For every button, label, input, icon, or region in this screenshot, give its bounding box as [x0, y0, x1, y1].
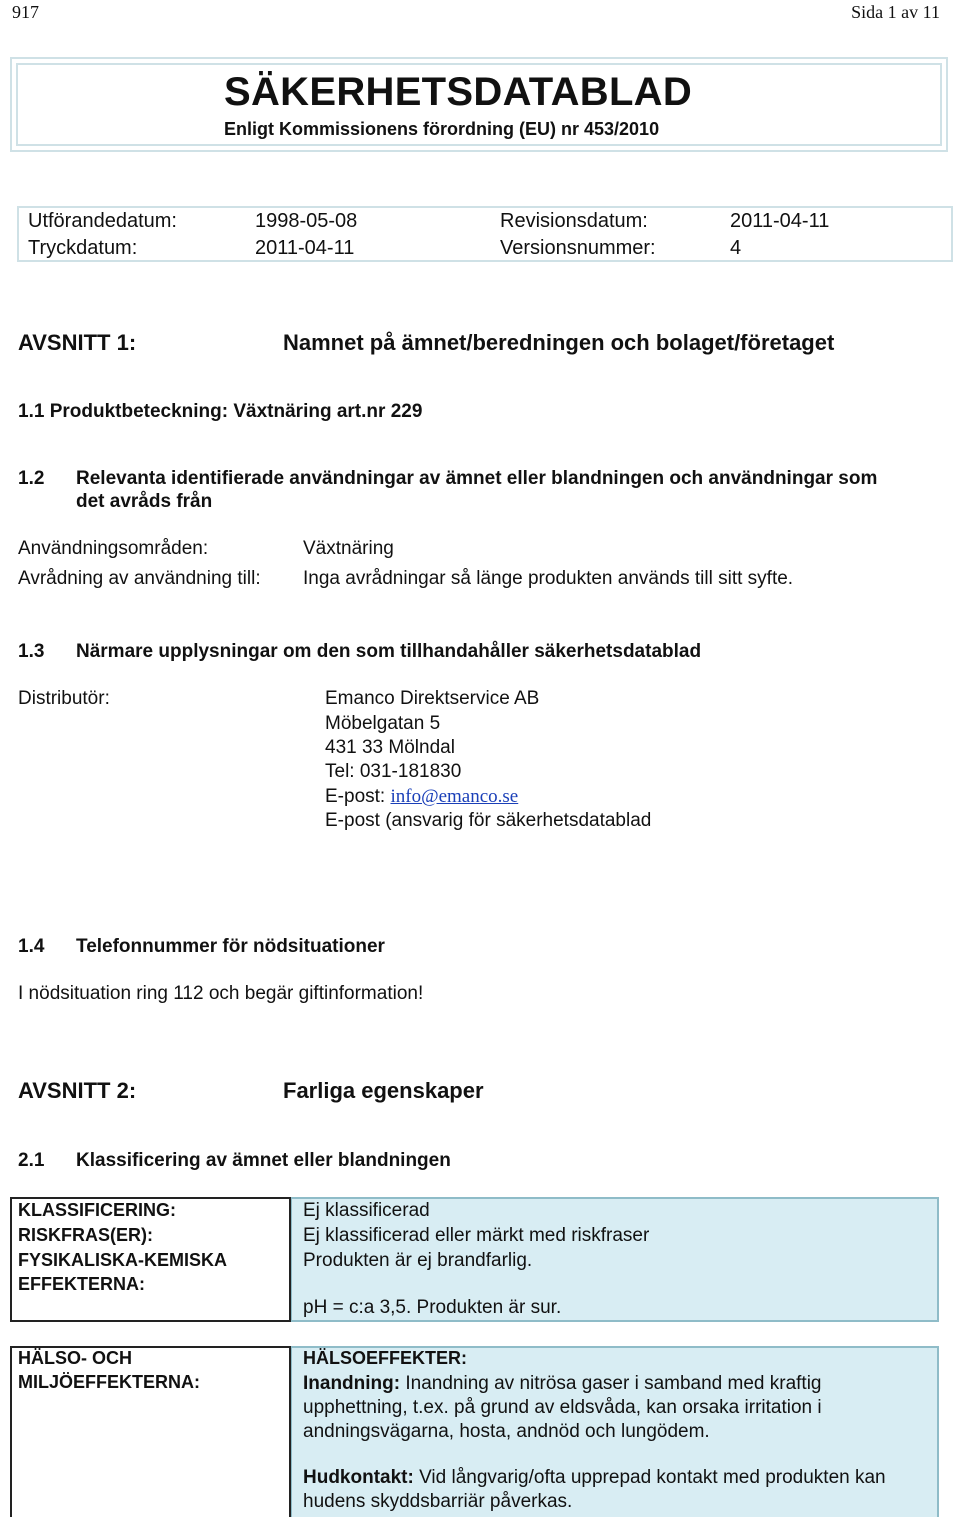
inhalation-line1: Inandning: Inandning av nitrösa gaser i samband med kraftig: [303, 1373, 822, 1394]
subsection-2-1-number: 2.1: [18, 1150, 45, 1171]
uses-value: Växtnäring: [303, 538, 394, 559]
health-effects-heading: HÄLSOEFFEKTER:: [303, 1348, 467, 1368]
ph-value: pH = c:a 3,5. Produkten är sur.: [303, 1297, 562, 1318]
section2-heading: Farliga egenskaper: [283, 1078, 484, 1103]
distributor-phone: Tel: 031-181830: [325, 761, 462, 782]
physchem-value: Produkten är ej brandfarlig.: [303, 1250, 533, 1271]
inhalation-line3: andningsvägarna, hosta, andnöd och lungödem.: [303, 1421, 710, 1442]
section1-label: AVSNITT 1:: [18, 330, 137, 355]
classification-value: Ej klassificerad: [303, 1200, 430, 1221]
physchem-label-line1: FYSIKALISKA-KEMISKA: [18, 1250, 228, 1270]
subsection-1-2-number: 1.2: [18, 468, 45, 489]
distributor-email-row: [325, 786, 518, 808]
health-label-line1: HÄLSO- OCH: [18, 1348, 132, 1368]
inhalation-line2: upphettning, t.ex. på grund av eldsvåda, kan orsaka irritation i: [303, 1397, 822, 1418]
advise-value: Inga avrådningar så länge produkten används till sitt syfte.: [303, 568, 794, 589]
email-responsible: E-post (ansvarig för säkerhetsdatablad: [325, 810, 652, 831]
subsection-1-1: 1.1 Produktbeteckning: Växtnäring art.nr 229: [18, 401, 423, 422]
section2-label: AVSNITT 2:: [18, 1078, 137, 1103]
version-value: 4: [730, 237, 742, 259]
exec-date-value: 1998-05-08: [255, 210, 358, 232]
subsection-1-3-title: Närmare upplysningar om den som tillhandahåller säkerhetsdatablad: [76, 641, 702, 662]
distributor-label: Distributör:: [18, 688, 110, 709]
subsection-1-4-number: 1.4: [18, 936, 45, 957]
skin-label: Hudkontakt:: [303, 1467, 414, 1488]
document-subtitle: Enligt Kommissionens förordning (EU) nr 453/2010: [224, 119, 660, 139]
health-label-line2: MILJÖEFFEKTERNA:: [18, 1372, 200, 1392]
subsection-2-1-title: Klassificering av ämnet eller blandningen: [76, 1150, 451, 1171]
print-date-value: 2011-04-11: [255, 237, 355, 259]
riskphrase-value: Ej klassificerad eller märkt med riskfraser: [303, 1225, 650, 1246]
skin-line1: Hudkontakt: Vid långvarig/ofta upprepad kontakt med produkten kan: [303, 1467, 886, 1488]
subsection-1-2-title-line2: det avråds från: [76, 491, 213, 512]
document-title: SÄKERHETSDATABLAD: [224, 70, 693, 114]
advise-label: Avrådning av användning till:: [18, 568, 261, 589]
subsection-1-3-number: 1.3: [18, 641, 45, 662]
email-label: E-post:: [325, 786, 391, 807]
revision-date-value: 2011-04-11: [730, 210, 830, 232]
riskphrase-label: RISKFRAS(ER):: [18, 1225, 153, 1245]
document-number: 917: [12, 2, 39, 22]
distributor-street: Möbelgatan 5: [325, 713, 441, 734]
subsection-1-4-title: Telefonnummer för nödsituationer: [76, 936, 385, 957]
page-header: [0, 0, 960, 26]
classification-label: KLASSIFICERING:: [18, 1200, 177, 1220]
uses-label: Användningsområden:: [18, 538, 209, 559]
revision-date-label: Revisionsdatum:: [500, 210, 648, 232]
version-label: Versionsnummer:: [500, 237, 656, 259]
inhalation-label: Inandning:: [303, 1373, 401, 1394]
emergency-text: I nödsituation ring 112 och begär giftinformation!: [18, 983, 424, 1004]
section1-heading: Namnet på ämnet/beredningen och bolaget/företaget: [283, 330, 835, 355]
page-indicator: Sida 1 av 11: [851, 2, 940, 22]
email-link[interactable]: info@emanco.se: [390, 786, 519, 807]
physchem-label-line2: EFFEKTERNA:: [18, 1274, 145, 1294]
distributor-postal: 431 33 Mölndal: [325, 737, 455, 758]
distributor-name: Emanco Direktservice AB: [325, 688, 540, 709]
subsection-1-2-title-line1: Relevanta identifierade användningar av ämnet eller blandningen och användningar som: [76, 468, 878, 489]
print-date-label: Tryckdatum:: [28, 237, 138, 259]
skin-line2: hudens skyddsbarriär påverkas.: [303, 1491, 573, 1512]
exec-date-label: Utförandedatum:: [28, 210, 177, 232]
